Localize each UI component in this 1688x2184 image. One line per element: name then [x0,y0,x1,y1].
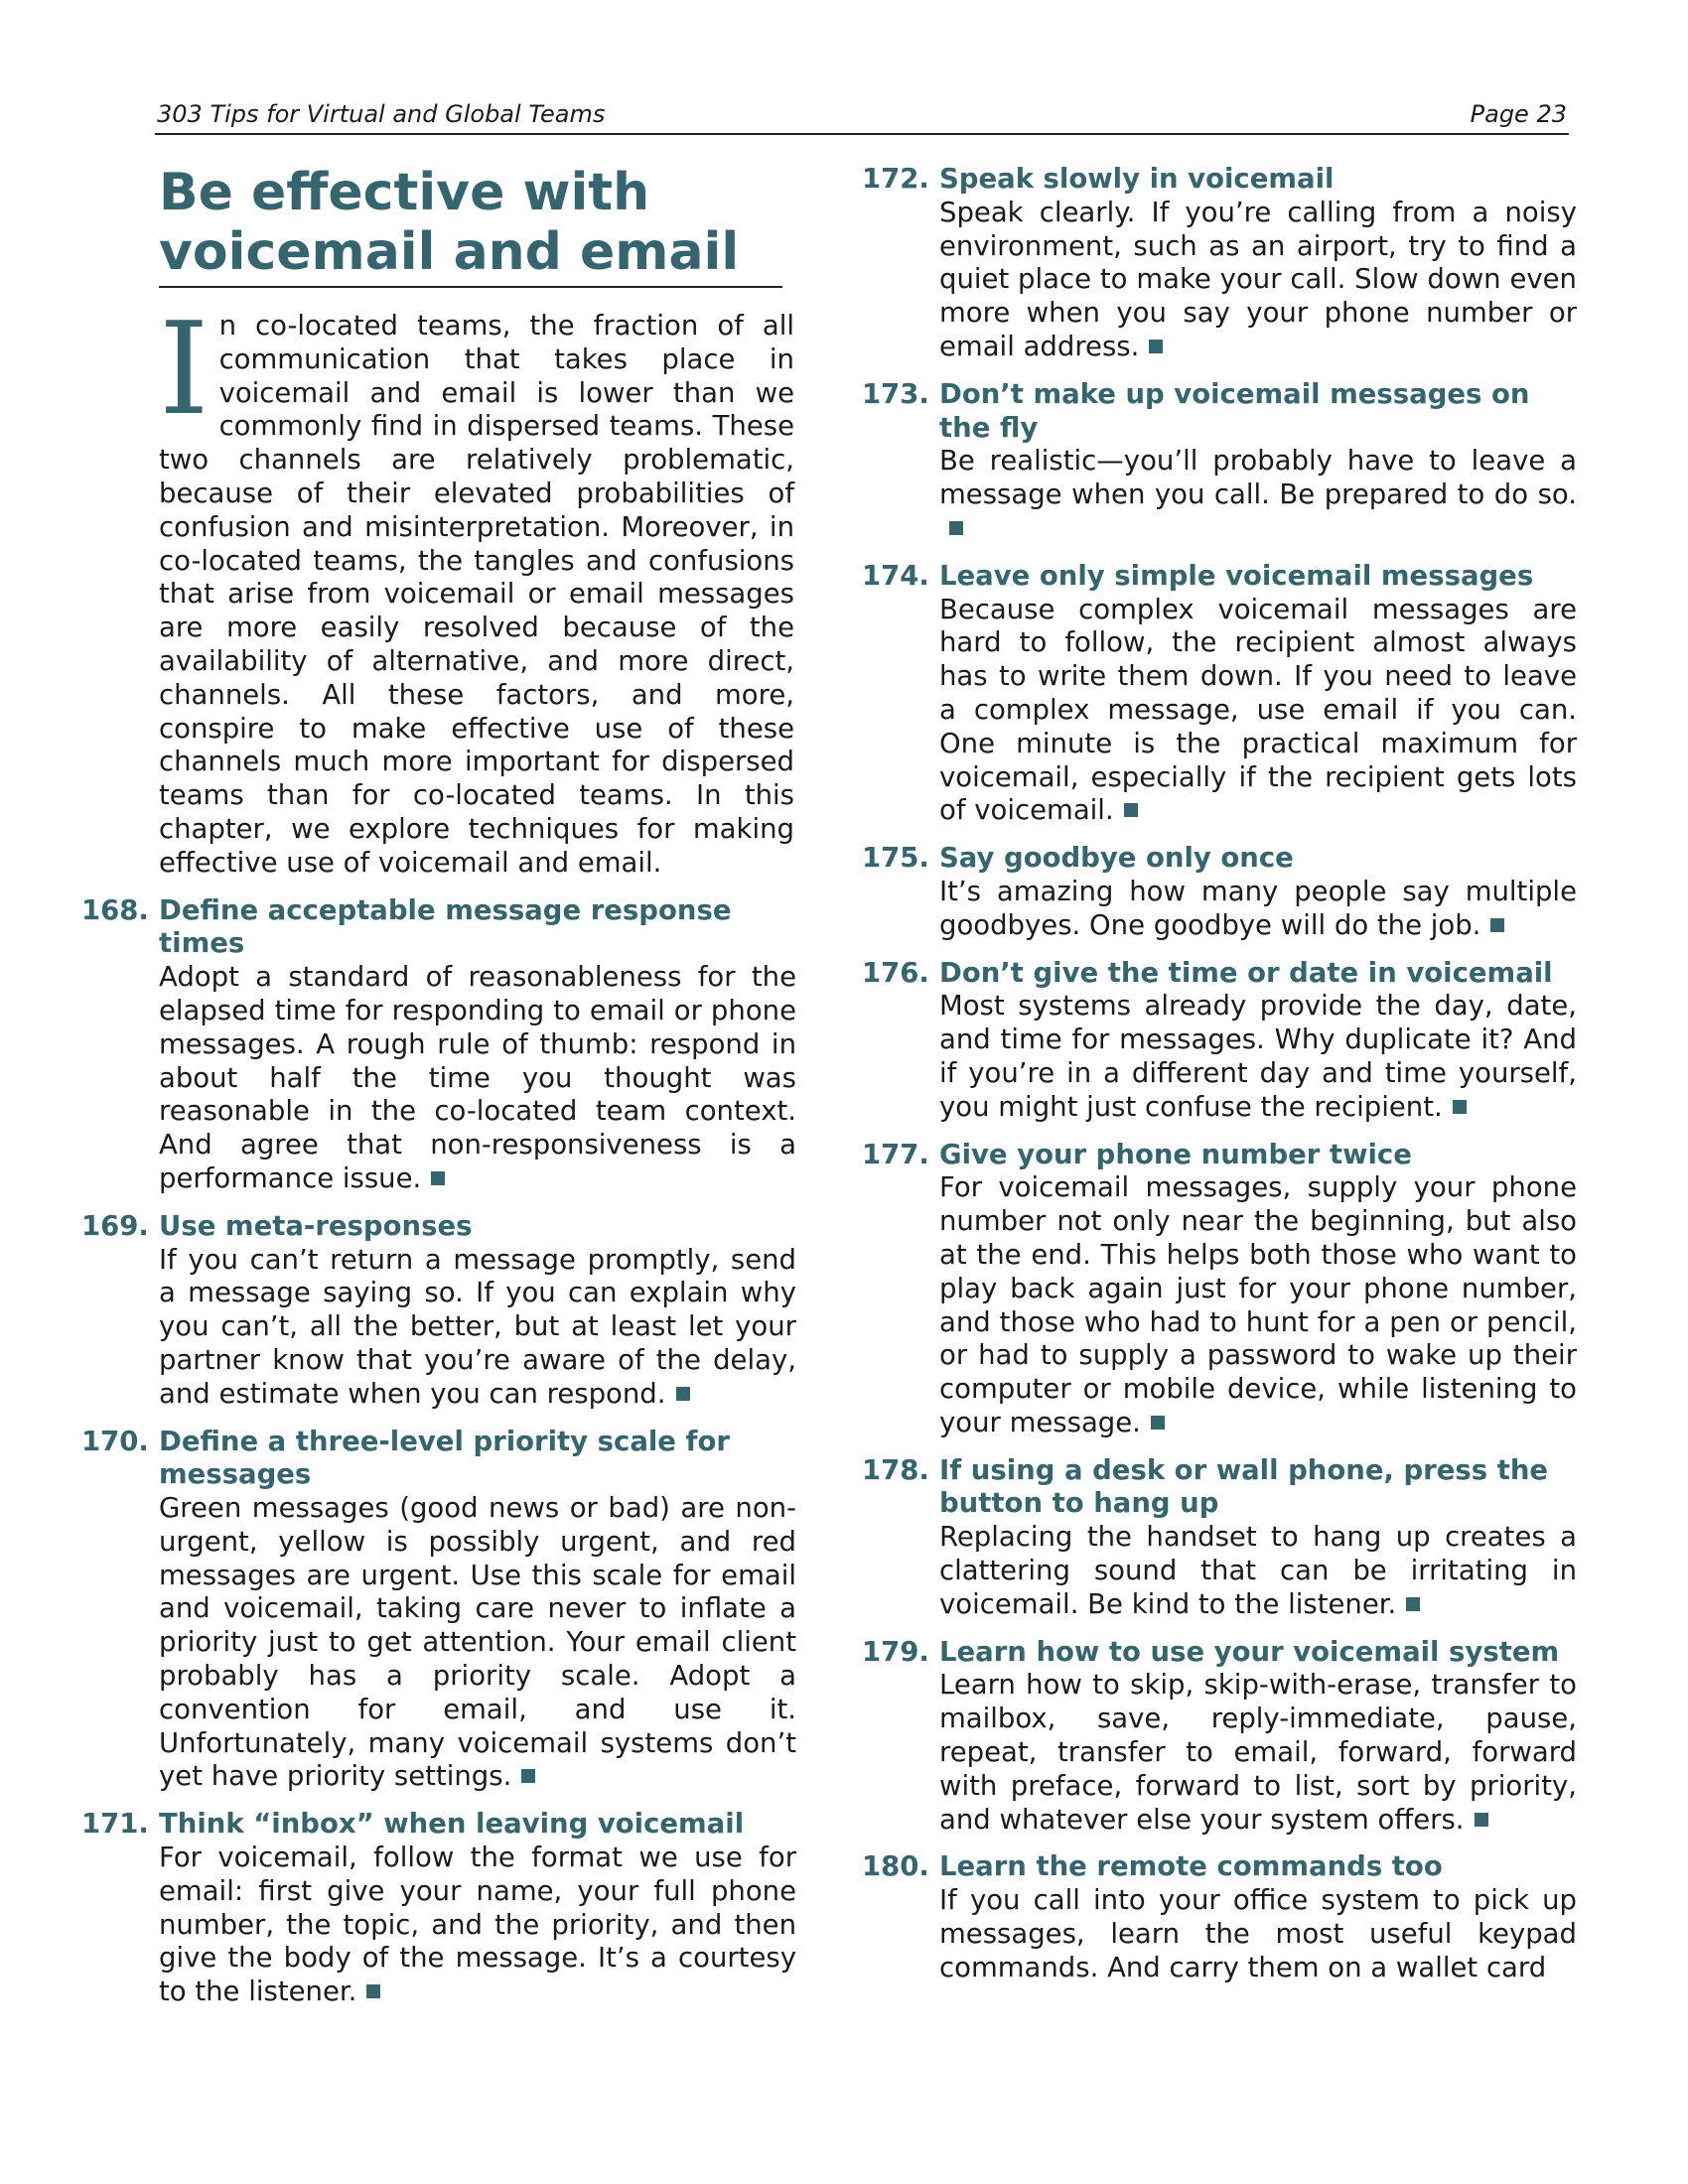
tip-body-text: Green messages (good news or bad) are non-urgent, yellow is possibly urgent, and red messages are urgent. Use this scale for email and voicemail, taking care never to inflate a priority just to get attention. Your email client probably has a priority scale. Adopt a convention for email, and use it. Unfortunately, many voicemail systems don’t yet have priority settings. [159,1492,796,1793]
tip-body-text: Be realistic—you’ll probably have to leave a message when you call. Be prepared to do so. [939,445,1577,511]
tip-body [939,1521,1577,1621]
tip-number: 174. [862,559,929,592]
tip-body-text: Replacing the handset to hang up creates a clattering sound that can be irritating in voicemail. Be kind to the listener. [939,1521,1577,1620]
book-title: 303 Tips for Virtual and Global Teams [157,100,606,128]
tip-title: Speak slowly in voicemail [939,163,1335,195]
end-mark-icon [1490,918,1504,932]
end-mark-icon [1149,340,1163,353]
tip-180 [862,1850,1577,1984]
tip-body [159,1244,796,1412]
tip-number: 169. [81,1209,149,1242]
tip-number: 171. [81,1808,149,1841]
tip-body [939,445,1577,545]
tip-number: 173. [862,377,929,410]
left-column [81,163,796,2009]
tip-number: 176. [862,956,929,989]
end-mark-icon [949,521,963,535]
tip-body [939,594,1577,829]
tip-175 [862,842,1577,942]
end-mark-icon [1453,1100,1467,1114]
tip-title: Use meta-responses [159,1209,473,1242]
tip-title: Give your phone number twice [939,1138,1412,1170]
tip-number: 179. [862,1635,929,1668]
end-mark-icon [431,1171,445,1185]
tip-176 [862,957,1577,1125]
tip-body [939,197,1577,364]
tip-174 [862,560,1577,828]
tip-body-text: If you can’t return a message promptly, send a message saying so. If you can explain why you can’t, all the better, but at least let your partner know that you’re aware of the delay, and estimate when you can respond. [159,1243,796,1410]
tip-body-text: For voicemail messages, supply your phone number not only near the beginning, but also at the end. This helps both those who want to play back again just for your phone number, and those who had to hunt for a pen or pencil, or had to supply a password to wake up their computer or mobile device, while listening to your message. [939,1171,1577,1438]
tip-number: 175. [862,842,929,875]
right-column [862,163,1577,1985]
tip-178 [862,1454,1577,1622]
tip-title: Don’t make up voicemail messages on the fly [939,377,1530,444]
tip-title: Leave only simple voicemail messages [939,559,1534,592]
tip-number: 170. [81,1425,149,1457]
tip-title: Say goodbye only once [939,842,1294,875]
tip-title: Define a three-level priority scale for messages [159,1425,730,1491]
tip-body-text: It’s amazing how many people say multiple goodbyes. One goodbye will do the job. [939,875,1577,941]
tip-body [939,1884,1577,1984]
tip-169 [81,1210,796,1412]
end-mark-icon [521,1769,535,1783]
tip-title: Think “inbox” when leaving voicemail [159,1808,745,1841]
tip-number: 172. [862,163,929,195]
tip-170 [81,1426,796,1795]
tip-body-text: Learn how to skip, skip-with-erase, transfer to mailbox, save, reply-immediate, pause, repeat, transfer to email, forward, forward with preface, forward to list, sort by priority, and whatever else your system offers. [939,1669,1577,1836]
tip-number: 177. [862,1138,929,1170]
running-header [155,99,1569,135]
tip-number: 180. [862,1850,929,1883]
tip-title: Don’t give the time or date in voicemail [939,956,1553,989]
tip-168 [81,894,796,1196]
tip-title: Define acceptable message response times [159,893,732,960]
tip-title: Learn how to use your voicemail system [939,1635,1560,1668]
tip-177 [862,1139,1577,1440]
tip-body [159,1842,796,2009]
tip-body-text: Most systems already provide the day, date, and time for messages. Why duplicate it? And if you’re in a different day and time yourself, you might just confuse the recipient. [939,990,1577,1123]
tip-body-text: Speak clearly. If you’re calling from a noisy environment, such as an airport, try to find a quiet place to make your call. Slow down even more when you say your phone number or email address. [939,196,1577,362]
tip-body [159,961,796,1196]
tip-number: 168. [81,893,149,926]
drop-cap: I [159,296,210,444]
tip-171 [81,1808,796,2009]
chapter-intro [159,296,794,881]
end-mark-icon [676,1387,690,1401]
tip-body [939,876,1577,943]
tip-body-text: Adopt a standard of reasonableness for the elapsed time for responding to email or phone messages. A rough rule of thumb: respond in about half the time you thought was reasonable in the co-located team context. And agree that non-responsiveness is a performance issue. [159,961,796,1194]
tip-173 [862,378,1577,546]
tip-body [939,990,1577,1124]
tip-179 [862,1636,1577,1838]
page-number: Page 23 [1470,100,1567,128]
tip-172 [862,163,1577,364]
tip-title: If using a desk or wall phone, press the button to hang up [939,1453,1549,1520]
tip-body [159,1492,796,1794]
end-mark-icon [1406,1597,1420,1611]
end-mark-icon [1475,1813,1488,1827]
tip-body-text: Because complex voicemail messages are hard to follow, the recipient almost always has to write them down. If you need to leave a complex message, use email if you can. One minute is the practical maximum for voicemail, especially if the recipient gets lots of voicemail. [939,593,1577,827]
tip-body [939,1171,1577,1439]
tip-body-text: For voicemail, follow the format we use for email: first give your name, your full phone number, the topic, and the priority, and then give the body of the message. It’s a courtesy to the listener. [159,1842,796,2008]
end-mark-icon [366,1984,380,1998]
tip-number: 178. [862,1453,929,1486]
end-mark-icon [1151,1416,1165,1430]
chapter-title: Be effective with voicemail and email [159,163,782,288]
tip-body [939,1669,1577,1837]
intro-text: n co-located teams, the fraction of all communication that takes place in voicemail and email is lower than we commonly find in dispersed teams. These two channels are relatively problematic, because of their elevated probabilities of confusion and misinterpretation. Moreover, in co-located teams, the tangles and confusions that arise from voicemail or email messages are more easily resolved because of the availability of alternative, and more direct, channels. All these factors, and more, conspire to make effective use of these channels much more important for dispersed teams than for co-located teams. In this chapter, we explore techniques for making effective use of voicemail and email. [159,310,794,879]
tip-body-text: If you call into your office system to pick up messages, learn the most useful keypad commands. And carry them on a wallet card [939,1884,1577,1983]
end-mark-icon [1124,803,1138,817]
tip-title: Learn the remote commands too [939,1850,1443,1883]
